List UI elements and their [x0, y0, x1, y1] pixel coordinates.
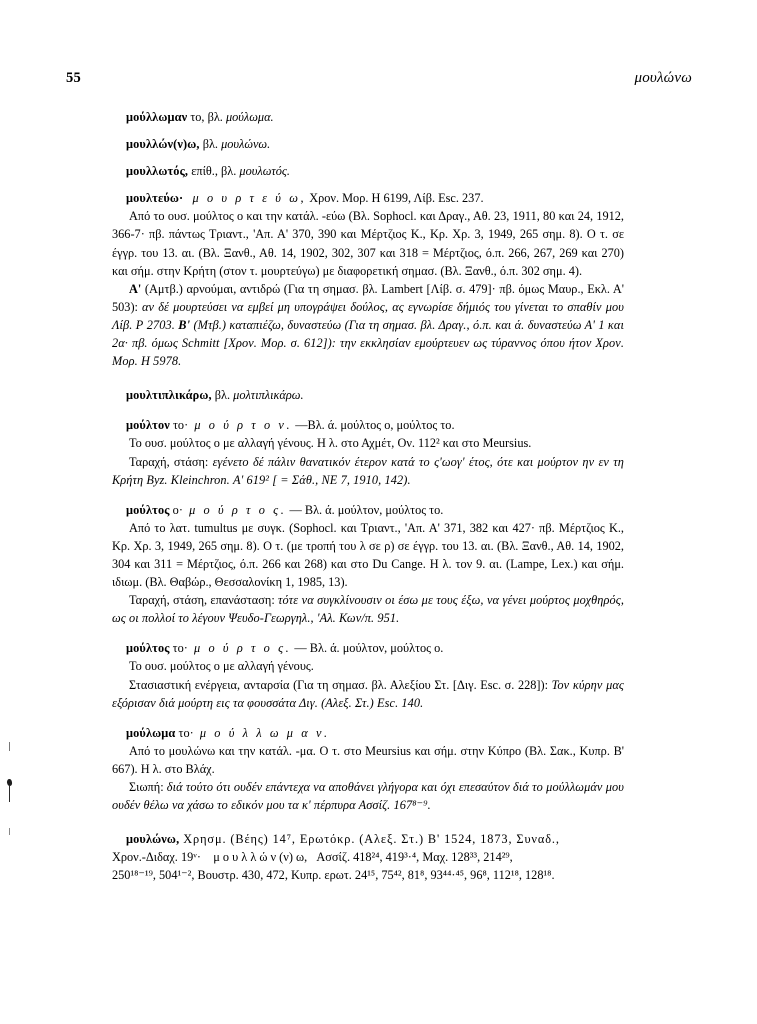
headword: μούλλωμαν: [126, 110, 188, 124]
text-column: [112, 108, 624, 884]
entry-moullotos: [112, 162, 624, 180]
entry-moulton-head: [112, 416, 624, 434]
entry-crossref: μούλωμα.: [225, 110, 274, 124]
headword-gender: το·: [169, 418, 189, 433]
headword-crossrefs: — Βλ. ά. μούλτον, μούλτος ο.: [291, 641, 444, 656]
spacer: [112, 126, 624, 135]
entry-moultos-o-sense: Ταραχή, στάση, επανάσταση: τότε να συγκλίνουσιν οι έσω με τους έξω, να γένει μούρτος μοχθηρός, ως οι πολλοί το λέγουν Ψευδο-Γεωργηλ., 'Αλ. Κων/π. 951.: [112, 593, 624, 626]
headword: μούλτος: [126, 641, 170, 656]
headword-gender: το·: [169, 641, 188, 656]
entry-crossref: μολτιπλικάρω.: [233, 388, 304, 403]
entry-moulton-sense: Ταραχή, στάση: εγένετο δέ πάλιν θανατικόν έτερον κατά το ς'ωογ' έτος, ότε και μούρτον ην εν τη Κρήτη Byz. Kleinchron. Α' 619² [ = Σάθ., ΝΕ 7, 1910, 142).: [112, 454, 625, 487]
entry-moulteuo-head: [112, 189, 624, 207]
entry-gloss-roman: βλ.: [211, 388, 234, 403]
entry-moulloma-sense: Σιωπή: διά τούτο ότι ουδέν επάντεχα να αποθάνει γλήγορα και όχι επεσαύτον διά το μούλλωμάν μου ουδέν θέλω να χάσω το εδικόν μου τα κ' πέρπυρα Ασσίζ. 167⁸⁻⁹.: [112, 780, 624, 813]
entry-moultiplikaro: [112, 386, 624, 404]
entry-moullomman: [112, 108, 624, 126]
headword: μουλλωτός,: [126, 164, 189, 179]
headword-variant: μ ο ύ ρ τ ο ς.: [194, 641, 292, 656]
headword-variant: μ ο ύ λ λ ω μ α ν.: [199, 725, 330, 740]
headword-references: Χρον. Μορ. Η 6199, Λίβ. Esc. 237.: [306, 191, 484, 206]
entry-moultos-o-head: [112, 501, 624, 519]
entry-gloss-roman: επίθ., βλ.: [188, 164, 240, 179]
entry-moultos-to-etymology: Το ουσ. μούλτος ο με αλλαγή γένους.: [129, 659, 314, 674]
entry-moultos-to-head: [112, 639, 624, 657]
headword-gender: το·: [175, 725, 194, 740]
spacer: [112, 153, 624, 162]
spacer: [112, 489, 624, 501]
headword-variant: μ ο υ ρ τ ε ύ ω,: [192, 191, 307, 206]
entry-moulono-refs-middle: Χρον.-Διδαχ. 19ᵛ· μ ο υ λ λ ώ ν (ν) ω, Ασσίζ. 418²⁴, 419³·⁴, Μαχ. 128³³, 214²⁹,: [112, 850, 513, 865]
scan-artifact-speck: [9, 742, 10, 751]
entry-gloss-roman: βλ.: [199, 137, 222, 152]
entry-moulloma-etymology: Από το μουλώνω και την κατάλ. -μα. Ο τ. στο Meursius και σήμ. στην Κύπρο (Βλ. Σακ., Κυπρ. Β' 667). Η λ. στο Βλάχ.: [112, 743, 624, 776]
entry-crossref: μουλώνω.: [221, 137, 271, 152]
entry-moulloma-head: [112, 724, 624, 742]
entry-moultos-o-etymology: Από το λατ. tumultus με συγκ. (Sophocl. και Τριαντ., 'Απ. Α' 371, 382 και 427· πβ. Μέρτζιος Κ., Κρ. Χρ. 3, 1949, 265 σημ. 8). Ο τ. (με τροπή του λ σε ρ) σε έγγρ. του 13. αι. (Βλ. Ξανθ., Αθ. 14, 1902, 304 και 311 = Μέρτζιος, ό.π. 266 και 268) και στο Du Cange. Η λ. τον 9. αι. (Lampe, Lex.) και σήμ. ιδιωμ. (Βλ. Θαβώρ., Θεσσαλονίκη 1, 1985, 13).: [112, 520, 624, 590]
entry-moulono-refs-last: 250¹⁸⁻¹⁹, 504¹⁻², Βουστρ. 430, 472, Κυπρ. ερωτ. 24¹⁵, 75⁴², 81⁸, 93⁴⁴·⁴⁵, 96⁸, 112¹⁸, 128¹⁸.: [112, 868, 555, 883]
headword: μουλτεύω·: [126, 191, 184, 206]
entry-moullono: [112, 135, 624, 153]
headword: μουλλών(ν)ω,: [126, 137, 200, 152]
scan-artifact-line: [9, 786, 10, 802]
spacer: [112, 712, 624, 724]
entry-moultos-to-sense: Στασιαστική ενέργεια, ανταρσία (Για τη σημασ. βλ. Αλεξίου Στ. [Διγ. Esc. σ. 228]): Τον κύρην μας εξόρισαν διά μούρτη εις τα φουσσάτα Διγ. (Αλεξ. Στ.) Esc. 140.: [112, 677, 624, 710]
spacer: [112, 627, 624, 639]
spacer: [112, 370, 624, 386]
entry-moulteuo-etymology: Από το ουσ. μούλτος ο και την κατάλ. -εύω (Βλ. Sophocl. και Δραγ., Αθ. 23, 1911, 80 και 24, 1912, 366-7· πβ. πάντως Τριαντ., 'Απ. Α' 370, 390 και Μέρτζιος Κ., Κρ. Χρ. 3, 1949, 265 σημ. 8). Ο τ. σε έγγρ. του 13. αι. (Βλ. Ξανθ., Αθ. 14, 1902, 302, 307 και 318 = Μέρτζιος, ό.π. 266, 267, 269 και 270) και σήμ. στην Κρήτη (στον τ. μουρτεύγω) με διαφορετική σημασ. (Βλ. Ξανθ., ό.π. 302 σημ. 4).: [112, 209, 624, 278]
headword: μούλτος: [126, 502, 170, 517]
entry-crossref: μουλωτός.: [239, 164, 290, 179]
entry-moulton-etymology: Το ουσ. μούλτος ο με αλλαγή γένους. Η λ. στο Αχμέτ, Ον. 112² και στο Meursius.: [129, 436, 532, 451]
entry-moulteuo-senses: Α' (Αμτβ.) αρνούμαι, αντιδρώ (Για τη σημασ. βλ. Lambert [Λίβ. σ. 479]· πβ. όμως Μαυρ., Εκλ. Α' 503): αν δέ μουρτεύσει να εμβεί μη υπογράψει δούλος, ας εγνωρίσε δήμιός του γίνεται το σπαθίν μου Λίβ. Ρ 2703. Β' (Μτβ.) καταπιέζω, δυναστεύω (Για τη σημασ. βλ. Δραγ., ό.π. και ά. δυναστεύω Α' 1 και 2α· πβ. όμως Schmitt [Χρον. Μορ. σ. 612]): την εκκλησίαν εμούρτευεν ως τύραννος όπου ήτον Χρον. Μορ. Η 5978.: [112, 281, 625, 369]
headword: μούλωμα: [126, 725, 176, 740]
running-head: [66, 70, 692, 90]
headword-references-first: Χρησμ. (Βέης) 14⁷, Ερωτόκρ. (Αλεξ. Στ.) Β' 1524, 1873, Συναδ.,: [179, 832, 560, 847]
running-headword: μουλώνω: [634, 70, 692, 86]
spacer: [112, 180, 624, 189]
headword: μούλτον: [126, 418, 170, 433]
page-number: 55: [66, 70, 81, 86]
headword-gender: ο·: [169, 502, 183, 517]
headword: μουλτιπλικάρω,: [126, 388, 212, 403]
headword: μουλώνω,: [126, 832, 180, 847]
headword-variant: μ ο ύ ρ τ ο ν.: [194, 418, 293, 433]
spacer: [112, 404, 624, 416]
headword-crossrefs: —Βλ. ά. μούλτος ο, μούλτος το.: [292, 418, 455, 433]
spacer: [112, 814, 624, 830]
scan-artifact-speck: [9, 828, 10, 835]
headword-variant: μ ο ύ ρ τ ο ς.: [189, 502, 287, 517]
entry-moulono-head: [112, 830, 624, 848]
headword-crossrefs: — Βλ. ά. μούλτον, μούλτος το.: [286, 502, 444, 517]
entry-gloss-roman: το, βλ.: [187, 110, 226, 124]
